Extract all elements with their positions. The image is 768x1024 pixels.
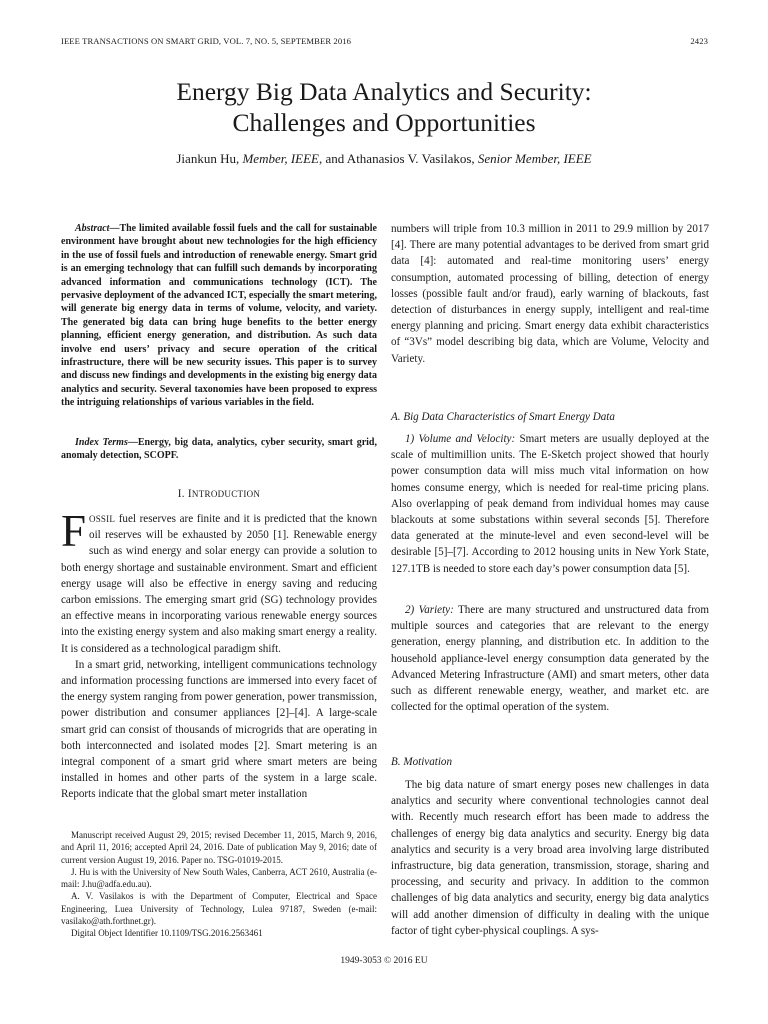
drop-cap: F [61,506,87,556]
introduction-body [61,506,377,803]
intro-paragraph-2: In a smart grid, networking, intelligent communications technology and information processing functions are immersed into every facet of the energy system ranging from power generation, power transmission, power distribution and consumer appliances [2]–[4]. A large-scale smart grid can consist of thousands of microgrids that are operating in both interconnected and isolated modes [2]. Smart metering is an integral component of a smart grid where smart meters are being installed in homes and other parts of the system in a large scale. Reports indicate that the global smart meter installation [61,658,377,801]
footnote-manuscript: Manuscript received August 29, 2015; revised December 11, 2015, March 9, 2016, and April 11, 2016; accepted April 24, 2016. Date of publication May 9, 2016; date of current version August 19, 2016. Paper no. TSG-01019-2015. [61,830,377,865]
index-terms [61,436,377,463]
footnote-author-1: J. Hu is with the University of New South Wales, Canberra, ACT 2610, Australia (e-mail: J.hu@adfa.edu.au). [61,866,377,890]
subsection-heading-b: B. Motivation [391,756,453,768]
right-column-continuation: numbers will triple from 10.3 million in 2011 to 29.9 million by 2017 [4]. There are many potential advantages to be derived from smart grid data [4]: automated and real-time monitoring users’ energy consumption, automated processing of billing, detection of energy losses (possible fault and/or fraud), early warning of blackouts, fast detection of disturbances in energy supply, intelligent and real-time energy planning and pricing. Smart energy data exhibit characteristics of “3Vs” model describing big data, which are Volume, Velocity and Variety. [391,223,709,365]
footnote-author-2: A. V. Vasilakos is with the Department of Computer, Electrical and Space Engineering, Luea University of Technology, Lulea 97187, Sweden (e-mail: vasilako@ath.forthnet.gr). [61,891,377,927]
motivation-paragraph [391,777,709,939]
variety-label: 2) Variety: [405,604,454,616]
author-line [60,151,708,167]
index-terms-text: —Energy, big data, analytics, cyber security, smart grid, anomaly detection, SCOPF. [61,437,377,462]
intro-paragraph-1: fuel reserves are finite and it is predicted that the known oil reserves will be exhausted by 2050 [1]. Renewable energy such as wind energy and solar energy can provide a solution to both energy shortage and sustainable environment. Smart and efficient energy usage will also be effective in energy saving and reducing carbon emissions. The emerging smart grid (SG) technology provides an effective means in incorporating various renewable energy sources into the existing energy system and also making smart energy a reality. It is considered as a technological paradigm shift. [61,513,377,655]
author-2-role: Senior Member, IEEE [477,151,592,166]
footnote-doi: Digital Object Identifier 10.1109/TSG.2016.2563461 [71,928,263,939]
page-number: 2423 [690,36,708,46]
variety-paragraph [391,602,709,715]
subsection-heading-a: A. Big Data Characteristics of Smart Energy Data [391,411,615,423]
footnotes [61,829,377,940]
title-line-1: Energy Big Data Analytics and Security: [176,77,592,106]
volume-velocity-label: 1) Volume and Velocity: [405,433,516,445]
author-1-name: Jiankun Hu, [176,151,243,166]
author-join: , and Athanasios V. Vasilakos, [319,151,478,166]
copyright-footer: 1949-3053 © 2016 EU [340,956,428,966]
running-header-journal: IEEE TRANSACTIONS ON SMART GRID, VOL. 7, NO. 5, SEPTEMBER 2016 [61,36,352,46]
author-1-role: Member, IEEE [242,151,319,166]
variety-text: There are many structured and unstructured data from multiple sources and categories that are relevant to the energy generation, energy planning, and distribution etc. In addition to the household appliance-level energy consumption data generated by the Advanced Metering Infrastructure (AMI) and smart meters, other data such as different renewable energy, weather, and market etc. are collected for the optimal operation of the system. [391,604,709,714]
index-terms-label: Index Terms [75,437,128,448]
title-line-2: Challenges and Opportunities [232,108,536,137]
volume-velocity-paragraph [391,431,709,577]
abstract-label: Abstract [75,223,110,234]
first-word-rest: OSSIL [89,514,116,524]
abstract-text: —The limited available fossil fuels and the call for sustainable environment have brought about new technologies for the high efficiency in the use of fossil fuels and introduction of renewable energy. Smart grid is an emerging technology that can fulfill such demands by incorporating advanced information and communications technology (ICT). The pervasive deployment of the advanced ICT, especially the smart metering, will generate big energy data in terms of volume, velocity, and variety. The generated big data can bring huge benefits to the better energy planning, efficient energy generation, and distribution. As such data involve end users’ privacy and secure operation of the critical infrastructure, there will be new security issues. This paper is to survey and discuss new findings and developments in the existing big energy data analytics and security. Several taxonomies have been proposed to express the intriguing relationships of various variables in the field. [61,223,377,409]
paper-title [60,76,708,138]
volume-velocity-text: Smart meters are usually deployed at the scale of multimillion units. The E-Sketch project showed that hourly power consumption data will miss much vital information on how homes consume energy, which is needed for real-time pricing plans. Also overlapping of peak demand from individual homes may cause blackouts at some substations within several seconds [5]. Therefore data generated at the minute-level and even second-level will be desirable [5]–[7]. According to 2012 housing units in New York State, 127.1TB is needed to store each day’s power consumption data [5]. [391,433,710,575]
section-title: NTRODUCTION [191,489,261,499]
motivation-text: The big data nature of smart energy poses new challenges in data analytics and security where conventional technologies cannot deal with. Recently much research effort has been made to address the challenges of energy big data analytics and security. Energy big data analytics and security is a very broad area involving large distributed infrastructure, big data generation, transmission, storage, sharing and processing, and security and privacy. In addition to the common challenges of big data analytics and security, energy big data analytics will add another dimension of difficulty in dealing with the unique factor of tight cyber-physical couplings. A sys- [391,779,709,937]
abstract [61,222,377,410]
section-numeral: I. I [177,488,192,500]
section-heading-introduction [61,488,377,500]
